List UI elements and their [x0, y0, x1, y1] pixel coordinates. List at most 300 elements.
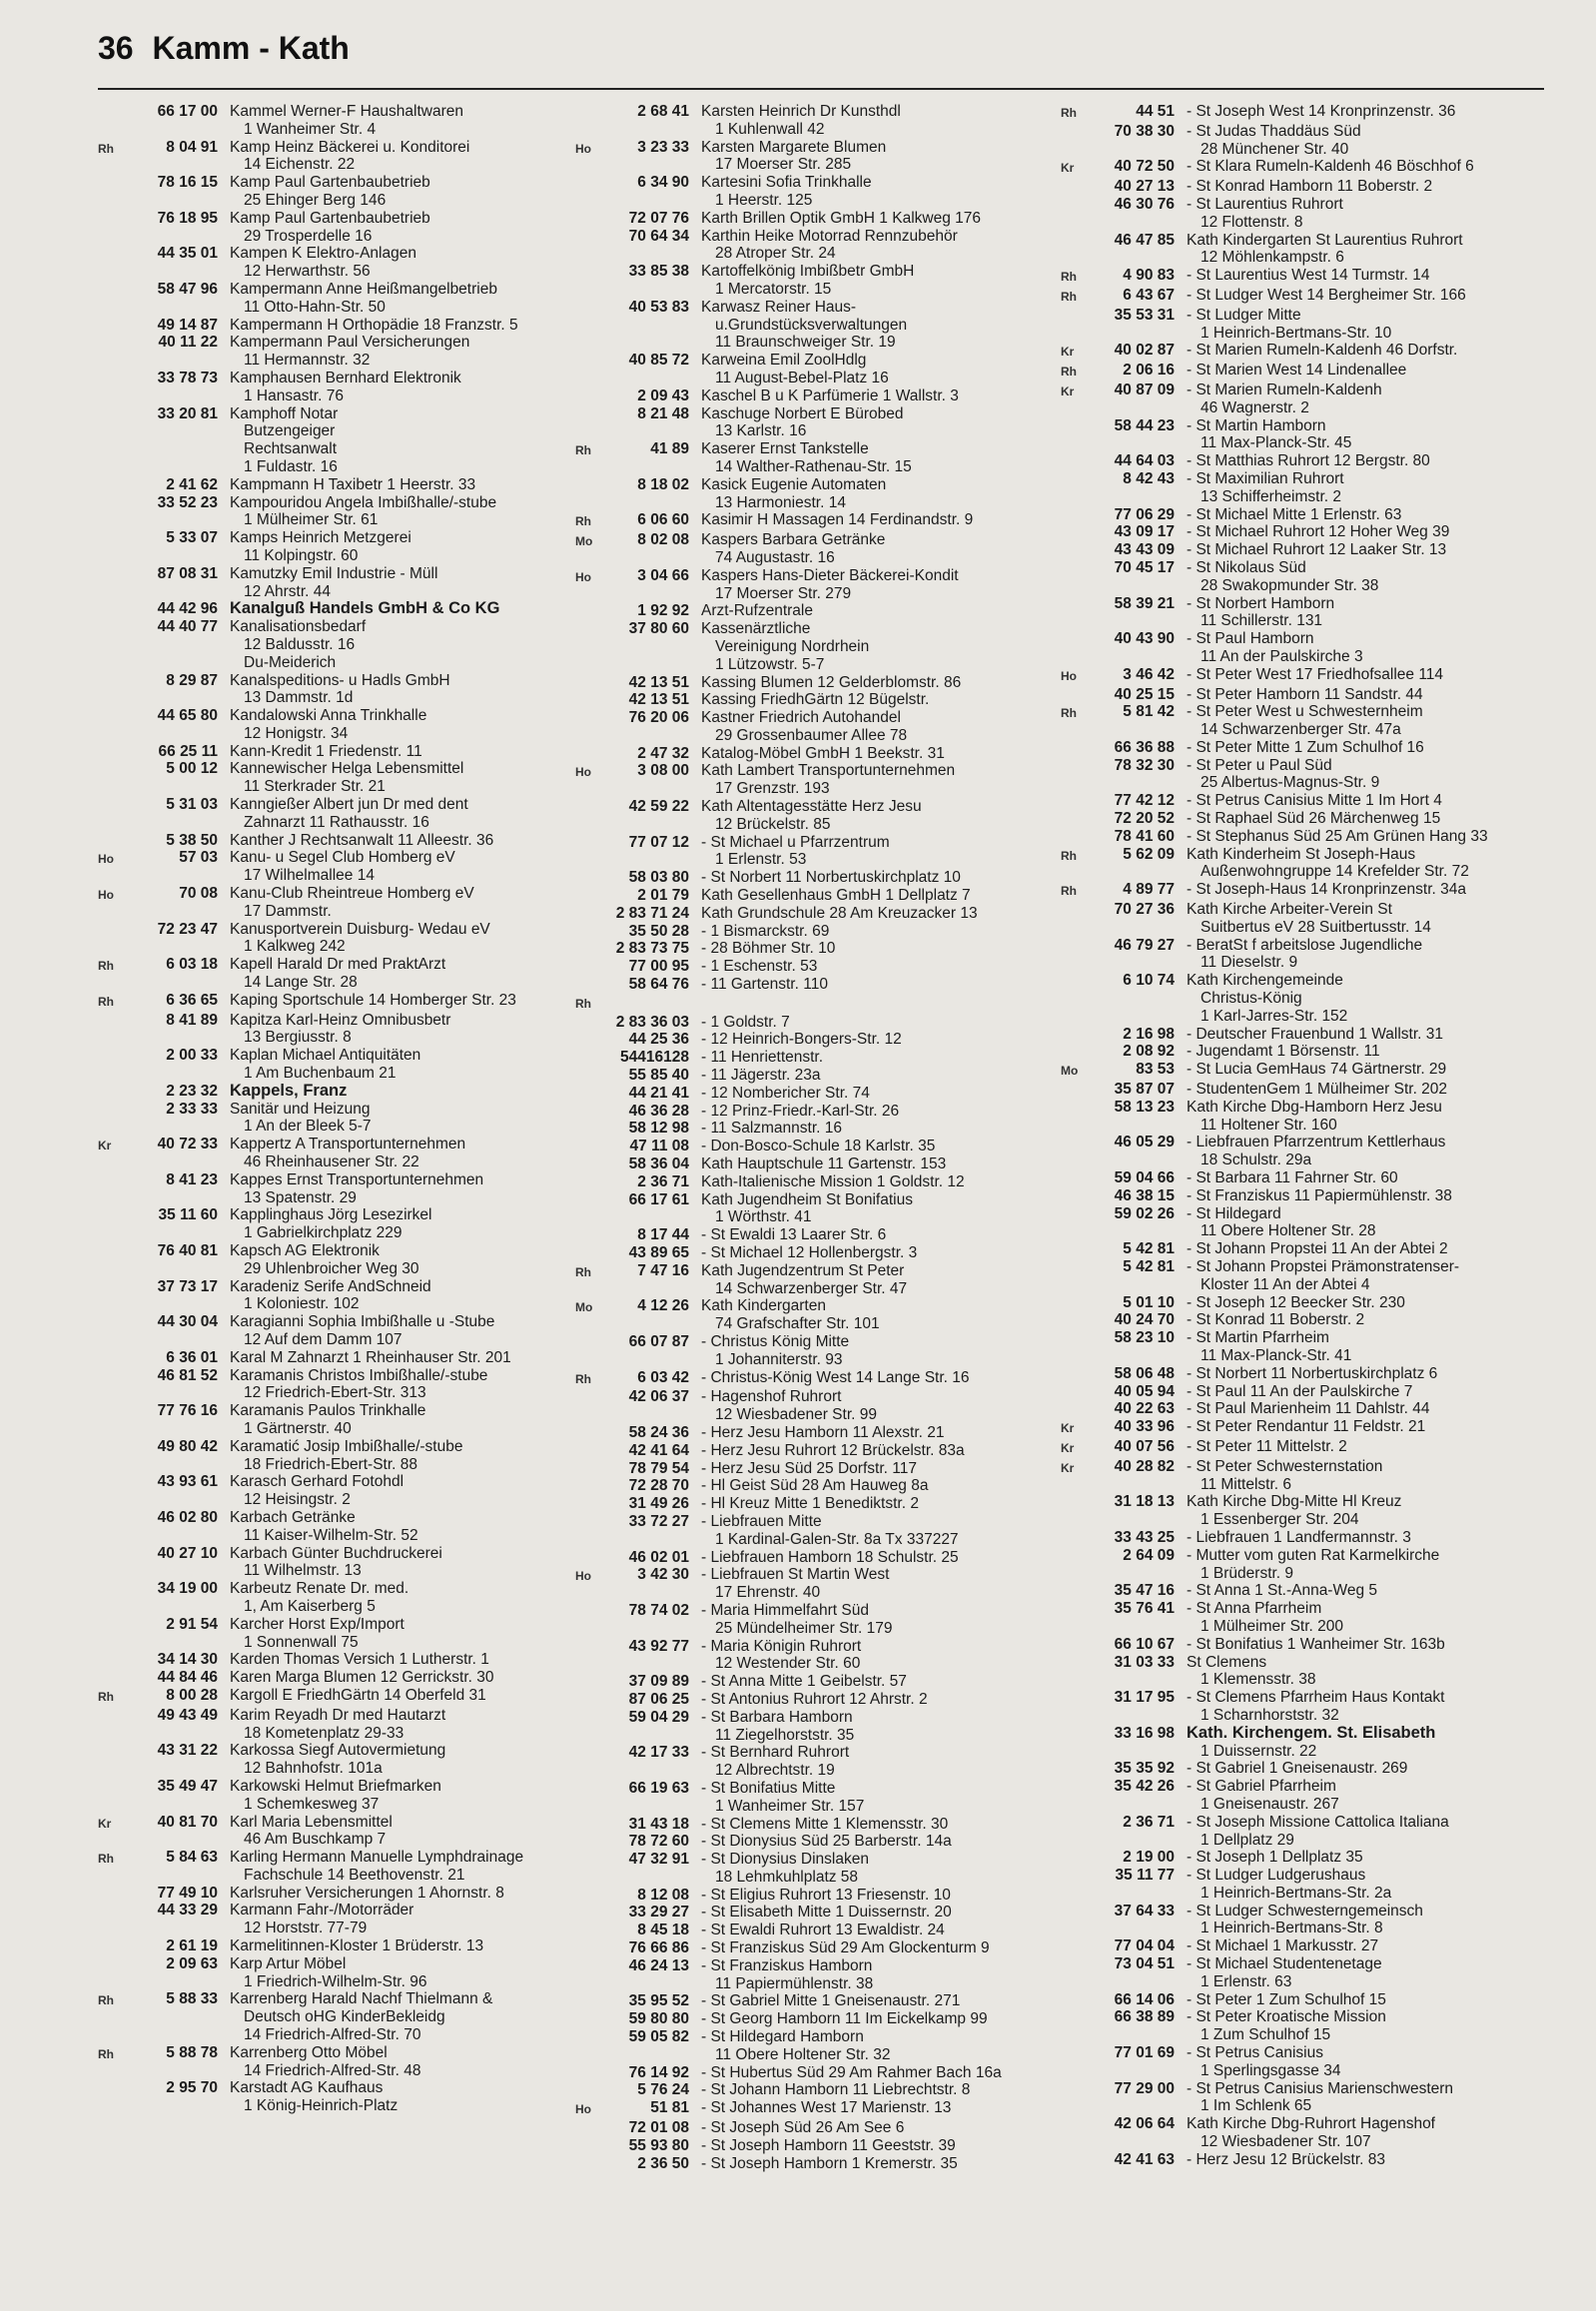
- phone-number: 42 13 51: [628, 673, 689, 691]
- phone-number: 5 33 07: [166, 529, 218, 547]
- listing-entry: [575, 1744, 1075, 1780]
- phone-number: 33 29 27: [628, 1904, 689, 1922]
- listing-text: [1187, 1937, 1560, 1955]
- listing-text: [701, 1442, 1075, 1460]
- district-code: [1061, 523, 1095, 541]
- phone-number: 72 20 52: [1114, 810, 1175, 828]
- listing-entry: [575, 263, 1075, 299]
- listing-text: [230, 476, 617, 494]
- listing-detail: 1 Johanniterstr. 93: [715, 1350, 843, 1368]
- listing-detail: 11 Otto-Hahn-Str. 50: [244, 298, 386, 316]
- district-code: [575, 1173, 609, 1191]
- listing-text: [701, 139, 1075, 175]
- listing-detail: 11 Max-Planck-Str. 45: [1200, 434, 1352, 452]
- listing-name: - StudentenGem 1 Mülheimer Str. 202: [1187, 1081, 1448, 1099]
- listing-text: [230, 992, 617, 1012]
- district-code: [98, 921, 132, 957]
- listing-text: [701, 405, 1075, 441]
- phone-number: 35 76 41: [1114, 1600, 1175, 1618]
- listing-name: Karamanis Paulos Trinkhalle: [230, 1402, 426, 1420]
- phone-number: 35 87 07: [1114, 1081, 1175, 1099]
- listing-name: - St Ludger Ludgerushaus: [1187, 1867, 1366, 1885]
- listing-entry: [575, 1262, 1075, 1298]
- listing-text: [701, 1780, 1075, 1816]
- phone-number: 76 40 81: [157, 1242, 218, 1259]
- listing-entry: [575, 103, 1075, 139]
- district-code: [98, 1955, 132, 1991]
- phone-number: 66 14 06: [1114, 1990, 1175, 2008]
- phone-number: 57 03: [179, 849, 218, 867]
- listing-name: Karen Marga Blumen 12 Gerrickstr. 30: [230, 1669, 494, 1687]
- listing-name: - St Joseph 12 Beecker Str. 230: [1187, 1293, 1405, 1311]
- listing-entry: [575, 1297, 1075, 1333]
- district-code: [575, 2119, 609, 2137]
- listing-text: [701, 1477, 1075, 1495]
- phone-number: 46 81 52: [157, 1366, 218, 1384]
- phone-number: 58 36 04: [628, 1156, 689, 1173]
- district-code: [98, 494, 132, 530]
- listing-entry: [1061, 1529, 1560, 1547]
- listing-text: [701, 1957, 1075, 1993]
- listing-name: - St Barbara 11 Fahrner Str. 60: [1187, 1169, 1398, 1187]
- listing-name: - St Paul Hamborn: [1187, 630, 1314, 648]
- phone-number: 31 43 18: [628, 1815, 689, 1833]
- listing-entry: [98, 956, 617, 992]
- district-code: [98, 1402, 132, 1438]
- phone-number: 6 34 90: [637, 174, 689, 192]
- listing-entry: [98, 1885, 617, 1903]
- listing-name: Kamp Paul Gartenbaubetrieb: [230, 174, 430, 192]
- listing-detail: 1 Fuldastr. 16: [244, 457, 338, 475]
- phone-number: 40 81 70: [157, 1813, 218, 1831]
- listing-detail: 13 Spatenstr. 29: [244, 1188, 357, 1206]
- district-code: Rh: [1061, 706, 1077, 721]
- listing-text: [230, 1349, 617, 1367]
- district-code: Rh: [98, 141, 114, 156]
- listing-name: - St Ludger West 14 Bergheimer Str. 166: [1187, 286, 1466, 304]
- listing-name: Karmann Fahr-/Motorräder: [230, 1902, 414, 1920]
- district-code: [575, 352, 609, 387]
- district-code: Mo: [575, 534, 593, 549]
- listing-text: [701, 299, 1075, 352]
- phone-number: 77 42 12: [1114, 792, 1175, 810]
- listing-name: - St Clemens Mitte 1 Klemensstr. 30: [701, 1815, 949, 1833]
- listing-text: [701, 1031, 1075, 1049]
- district-code: [98, 565, 132, 601]
- listing-text: [1187, 196, 1560, 232]
- listing-name: Kaping Sportschule 14 Homberger Str. 23: [230, 991, 516, 1009]
- listing-text: [701, 798, 1075, 834]
- phone-number: 70 38 30: [1114, 122, 1175, 140]
- listing-entry: [1061, 1205, 1560, 1241]
- listing-entry: [575, 1014, 1075, 1032]
- listing-entry: [1061, 158, 1560, 178]
- phone-number: 44 25 36: [628, 1031, 689, 1049]
- district-code: [575, 1691, 609, 1709]
- listing-detail: 1 Kalkweg 242: [244, 938, 346, 956]
- district-code: [98, 317, 132, 335]
- listing-name: Kanu-Club Rheintreue Homberg eV: [230, 885, 474, 903]
- phone-number: 6 06 60: [637, 511, 689, 529]
- listing-entry: [1061, 1991, 1560, 2009]
- listing-detail: 12 Albrechtstr. 19: [715, 1762, 835, 1780]
- district-code: [1061, 1937, 1095, 1955]
- district-code: [1061, 1600, 1095, 1636]
- listing-text: [1187, 846, 1560, 882]
- phone-number: 59 05 82: [628, 2028, 689, 2046]
- listing-text: [1187, 2008, 1560, 2044]
- listing-detail: 11 Ziegelhorststr. 35: [715, 1726, 855, 1744]
- listing-entry: [575, 905, 1075, 923]
- listing-name: - 28 Böhmer Str. 10: [701, 940, 836, 958]
- listing-text: [230, 317, 617, 335]
- listing-detail: 1 Karl-Jarres-Str. 152: [1200, 1007, 1348, 1025]
- listing-entry: [575, 476, 1075, 512]
- listing-text: [701, 1085, 1075, 1103]
- listing-detail: 13 Dammstr. 1d: [244, 689, 354, 707]
- district-code: [575, 1549, 609, 1567]
- listing-text: [230, 1242, 617, 1278]
- listing-text: [1187, 1654, 1560, 1690]
- listing-name: - 11 Jägerstr. 23a: [701, 1067, 821, 1085]
- listing-entry: [1061, 1725, 1560, 1761]
- listing-entry: [575, 352, 1075, 387]
- phone-number: 58 06 48: [1114, 1364, 1175, 1382]
- phone-number: 35 35 92: [1114, 1760, 1175, 1778]
- listing-entry: [1061, 1867, 1560, 1903]
- listing-entry: [575, 834, 1075, 870]
- listing-entry: [575, 210, 1075, 228]
- district-code: [98, 1778, 132, 1814]
- phone-number: 46 79 27: [1114, 936, 1175, 954]
- listing-name: - 11 Henriettenstr.: [701, 1049, 824, 1067]
- listing-name: Karrenberg Harald Nachf Thielmann &: [230, 1990, 493, 2008]
- phone-number: 35 11 77: [1115, 1867, 1175, 1885]
- phone-number: 66 25 11: [158, 742, 218, 760]
- listing-text: [1187, 1169, 1560, 1187]
- listing-name: Karbach Günter Buchdruckerei: [230, 1544, 442, 1562]
- listing-text: [701, 263, 1075, 299]
- listing-text: [701, 1744, 1075, 1780]
- phone-number: 78 41 60: [1114, 827, 1175, 845]
- district-code: [575, 834, 609, 870]
- district-code: [575, 2137, 609, 2155]
- listing-name: - St Klara Rumeln-Kaldenh 46 Böschhof 6: [1187, 158, 1474, 176]
- district-code: [98, 760, 132, 796]
- listing-entry: [1061, 1061, 1560, 1081]
- listing-text: [230, 921, 617, 957]
- phone-number: 8 41 89: [166, 1011, 218, 1029]
- listing-text: [230, 1438, 617, 1474]
- listing-entry: [1061, 792, 1560, 810]
- phone-number: 44 33 29: [157, 1902, 218, 1920]
- district-code: [1061, 1529, 1095, 1547]
- district-code: [575, 103, 609, 139]
- listing-text: [701, 228, 1075, 264]
- listing-detail: 12 Flottenstr. 8: [1200, 213, 1303, 231]
- listing-text: [701, 2028, 1075, 2064]
- listing-entry: [575, 2099, 1075, 2119]
- phone-number: 66 17 00: [157, 103, 218, 120]
- listing-entry: [575, 887, 1075, 905]
- listing-detail: 11 Mittelstr. 6: [1200, 1475, 1292, 1493]
- phone-number: 40 11 22: [158, 334, 218, 352]
- phone-number: 66 36 88: [1114, 738, 1175, 756]
- listing-text: [230, 885, 617, 921]
- listing-text: [230, 1278, 617, 1314]
- phone-number: 49 80 42: [157, 1437, 218, 1455]
- listing-text: [701, 1156, 1075, 1173]
- listing-entry: [98, 174, 617, 210]
- listing-entry: [98, 2079, 617, 2115]
- listing-detail: Zahnarzt 11 Rathausstr. 16: [244, 813, 429, 831]
- listing-text: [230, 849, 617, 885]
- phone-number: 66 07 87: [628, 1332, 689, 1350]
- district-code: [98, 1902, 132, 1937]
- listing-name: - St Maximilian Ruhrort: [1187, 469, 1344, 487]
- phone-number: 5 42 81: [1123, 1258, 1175, 1275]
- district-code: [98, 405, 132, 476]
- listing-text: [230, 1814, 617, 1850]
- listing-text: [1187, 1955, 1560, 1991]
- listing-name: - St Dionysius Dinslaken: [701, 1851, 869, 1869]
- listing-entry: [1061, 2044, 1560, 2080]
- district-code: [1061, 901, 1095, 937]
- district-code: [1061, 506, 1095, 524]
- listing-entry: [1061, 123, 1560, 159]
- listing-detail: 1 Hansastr. 76: [244, 386, 344, 404]
- listing-entry: [98, 334, 617, 370]
- listing-detail: Deutsch oHG KinderBekleidg: [244, 2008, 445, 2026]
- page-number: 36: [98, 30, 134, 66]
- listing-entry: [575, 1816, 1075, 1834]
- listing-text: [1187, 1600, 1560, 1636]
- phone-number: 46 30 76: [1114, 195, 1175, 213]
- phone-number: 40 22 63: [1114, 1400, 1175, 1418]
- district-code: Rh: [98, 1993, 114, 2008]
- district-code: [575, 1673, 609, 1691]
- district-code: [1061, 2044, 1095, 2080]
- listing-text: [1187, 1026, 1560, 1044]
- phone-number: 2 41 62: [166, 475, 218, 493]
- listing-name: - St Franziskus 11 Papiermühlenstr. 38: [1187, 1186, 1452, 1204]
- listing-entry: [1061, 1169, 1560, 1187]
- phone-number: 59 04 29: [628, 1708, 689, 1726]
- listing-entry: [98, 103, 617, 139]
- listing-entry: [98, 370, 617, 405]
- district-code: [575, 1191, 609, 1227]
- listing-text: [230, 1083, 617, 1101]
- listing-entry: [1061, 1134, 1560, 1169]
- district-code: Kr: [98, 1139, 112, 1154]
- listing-entry: [98, 1742, 617, 1778]
- phone-number: 6 03 18: [166, 956, 218, 974]
- listing-entry: [575, 1031, 1075, 1049]
- listing-entry: [575, 1851, 1075, 1887]
- listing-name: - St Anna Pfarrheim: [1187, 1600, 1322, 1618]
- listing-entry: [575, 1191, 1075, 1227]
- listing-name: Karamatić Josip Imbißhalle/-stube: [230, 1437, 463, 1455]
- phone-number: 72 23 47: [157, 920, 218, 938]
- district-code: [1061, 972, 1095, 1025]
- listing-text: [701, 869, 1075, 887]
- phone-number: 44 35 01: [157, 245, 218, 263]
- listing-name: - Mutter vom guten Rat Karmelkirche: [1187, 1546, 1440, 1564]
- listing-entry: [98, 1171, 617, 1207]
- listing-text: [1187, 901, 1560, 937]
- district-code: Rh: [1061, 106, 1077, 120]
- listing-text: [230, 210, 617, 246]
- listing-text: [1187, 1418, 1560, 1438]
- listing-detail: 11 Max-Planck-Str. 41: [1200, 1346, 1352, 1364]
- listing-text: [230, 1206, 617, 1242]
- phone-number: 58 64 76: [628, 976, 689, 994]
- listing-text: [230, 245, 617, 281]
- listing-text: [701, 2099, 1075, 2119]
- listing-detail: 12 Möhlenkampstr. 6: [1200, 249, 1344, 267]
- listing-text: [701, 1691, 1075, 1709]
- listing-detail: Außenwohngruppe 14 Krefelder Str. 72: [1200, 863, 1469, 881]
- listing-name: - St Petrus Canisius: [1187, 2044, 1323, 2062]
- listing-text: [230, 370, 617, 405]
- listing-entry: [1061, 362, 1560, 382]
- listing-text: [230, 1402, 617, 1438]
- listing-detail: 1 Wanheimer Str. 4: [244, 120, 377, 138]
- listing-text: [701, 994, 1075, 1014]
- listing-detail: 1 Kuhlenwall 42: [715, 120, 825, 138]
- listing-entry: [575, 174, 1075, 210]
- listing-entry: [98, 1012, 617, 1048]
- listing-text: [1187, 2115, 1560, 2151]
- listing-detail: 11 Obere Holtener Str. 32: [715, 2045, 891, 2063]
- listing-name: Kampermann H Orthopädie 18 Franzstr. 5: [230, 316, 518, 334]
- phone-number: 2 08 92: [1123, 1043, 1175, 1061]
- listing-entry: [575, 1460, 1075, 1478]
- listing-name: - St Petrus Canisius Mitte 1 Im Hort 4: [1187, 792, 1442, 810]
- listing-detail: 74 Augustastr. 16: [715, 548, 835, 566]
- phone-number: 37 09 89: [628, 1673, 689, 1691]
- listing-entry: [575, 1477, 1075, 1495]
- district-code: [98, 476, 132, 494]
- listing-entry: [1061, 559, 1560, 595]
- district-code: [98, 1083, 132, 1101]
- listing-entry: [1061, 1026, 1560, 1044]
- listing-entry: [98, 476, 617, 494]
- listing-entry: [1061, 178, 1560, 196]
- phone-number: 78 32 30: [1114, 756, 1175, 774]
- listing-entry: [98, 832, 617, 850]
- listing-name: Kampmann H Taxibetr 1 Heerstr. 33: [230, 475, 476, 493]
- listing-text: [230, 600, 617, 618]
- listing-detail: 46 Wagnerstr. 2: [1200, 398, 1309, 416]
- phone-number: 70 27 36: [1114, 901, 1175, 919]
- district-code: [98, 1509, 132, 1545]
- listing-text: [701, 1904, 1075, 1922]
- district-code: Rh: [575, 514, 591, 529]
- listing-name: - Jugendamt 1 Börsenstr. 11: [1187, 1043, 1380, 1061]
- listing-entry: [1061, 1365, 1560, 1383]
- phone-number: 59 02 26: [1114, 1204, 1175, 1222]
- listing-text: [1187, 881, 1560, 901]
- district-code: [575, 174, 609, 210]
- listing-text: [1187, 739, 1560, 757]
- listing-detail: 11 Kaiser-Wilhelm-Str. 52: [244, 1526, 418, 1544]
- district-code: [575, 1085, 609, 1103]
- listing-entry: [1061, 1383, 1560, 1401]
- listing-text: [1187, 1134, 1560, 1169]
- listing-detail: 1 Duissernstr. 22: [1200, 1742, 1317, 1760]
- phone-number: 76 20 06: [628, 709, 689, 727]
- district-code: [1061, 828, 1095, 846]
- listing-entry: [98, 1083, 617, 1101]
- listing-text: [230, 760, 617, 796]
- listing-detail: 1 Erlenstr. 63: [1200, 1972, 1292, 1990]
- page-header: [98, 30, 1536, 67]
- listing-name: - St Ewaldi Ruhrort 13 Ewaldistr. 24: [701, 1922, 945, 1939]
- district-code: Rh: [1061, 884, 1077, 899]
- listing-name: - St Joseph Missione Cattolica Italiana: [1187, 1813, 1449, 1831]
- district-code: [575, 1120, 609, 1138]
- listing-name: - St Laurentius West 14 Turmstr. 14: [1187, 267, 1430, 285]
- listing-name: - St Michael u Pfarrzentrum: [701, 833, 890, 851]
- listing-detail: 14 Schwarzenberger Str. 47: [715, 1279, 908, 1297]
- listing-text: [701, 2064, 1075, 2082]
- district-code: Rh: [1061, 848, 1077, 863]
- listing-name: - Herz Jesu 12 Brückelstr. 83: [1187, 2150, 1385, 2168]
- listing-entry: [575, 745, 1075, 763]
- district-code: [1061, 1547, 1095, 1583]
- district-code: [98, 1206, 132, 1242]
- listing-name: Karwasz Reiner Haus-: [701, 298, 857, 316]
- listing-entry: [575, 1173, 1075, 1191]
- listing-entry: [575, 440, 1075, 476]
- listing-entry: [575, 691, 1075, 709]
- listing-detail: 12 Ahrstr. 44: [244, 582, 332, 600]
- listing-name: - St Barbara Hamborn: [701, 1708, 853, 1726]
- listing-text: [1187, 937, 1560, 973]
- phone-number: 58 47 96: [157, 280, 218, 298]
- listing-entry: [575, 798, 1075, 834]
- district-code: [575, 1460, 609, 1478]
- listing-detail: 14 Schwarzenberger Str. 47a: [1200, 721, 1401, 739]
- listing-detail: 11 Dieselstr. 9: [1200, 954, 1298, 972]
- listing-detail: 25 Mündelheimer Str. 179: [715, 1619, 893, 1637]
- listing-name: - St Peter 1 Zum Schulhof 15: [1187, 1990, 1386, 2008]
- listing-name: - St Gabriel Pfarrheim: [1187, 1778, 1336, 1796]
- phone-number: 6 36 01: [166, 1348, 218, 1366]
- district-code: [575, 2010, 609, 2028]
- listing-text: [1187, 630, 1560, 666]
- district-code: [1061, 1169, 1095, 1187]
- district-code: [575, 1138, 609, 1156]
- listing-name: - St Paul Marienheim 11 Dahlstr. 44: [1187, 1400, 1430, 1418]
- listing-entry: [1061, 1903, 1560, 1938]
- listing-name: Kampen K Elektro-Anlagen: [230, 245, 416, 263]
- listing-entry: [98, 565, 617, 601]
- listing-entry: [1061, 2080, 1560, 2116]
- listing-entry: [1061, 1689, 1560, 1725]
- listing-entry: [1061, 810, 1560, 828]
- listing-detail: 11 Obere Holtener Str. 28: [1200, 1222, 1376, 1240]
- listing-entry: [98, 494, 617, 530]
- district-code: [575, 674, 609, 692]
- listing-entry: [98, 317, 617, 335]
- district-code: [98, 1047, 132, 1083]
- listing-entry: [575, 1085, 1075, 1103]
- listing-name: Karlsruher Versicherungen 1 Ahornstr. 8: [230, 1884, 504, 1902]
- listing-name: Kaschuge Norbert E Bürobed: [701, 404, 904, 422]
- listing-entry: [98, 281, 617, 317]
